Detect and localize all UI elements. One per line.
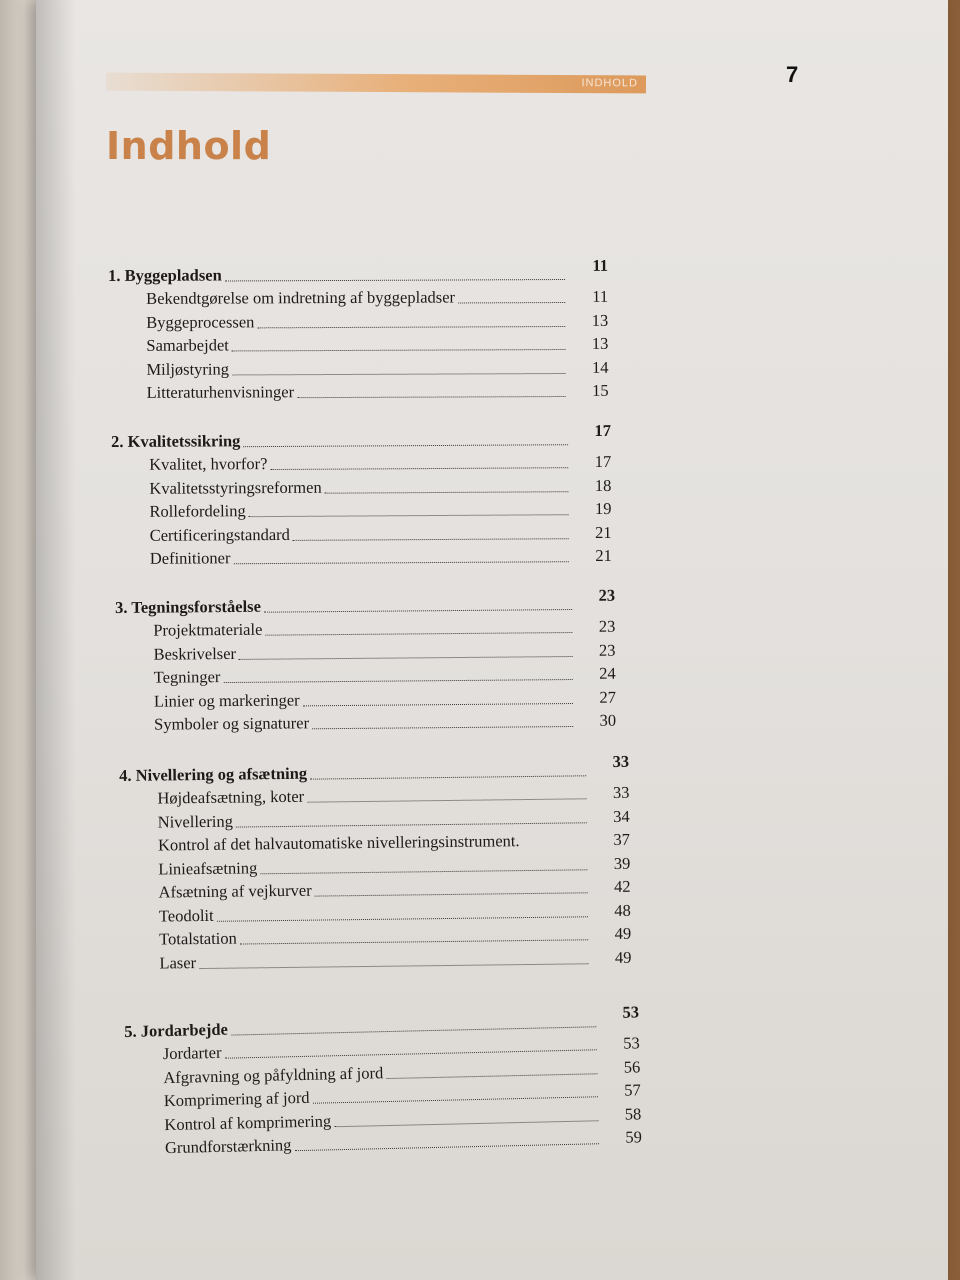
leader-dots: [303, 702, 573, 706]
leader-dots: [293, 537, 569, 541]
entry-page: 34: [613, 806, 630, 826]
entry-title: Kontrol af det halvautomatiske nivelleringsinstrument.: [157, 831, 520, 855]
toc-entry-row: [111, 472, 611, 499]
chapter-title: 4. Nivellering og afsætning: [119, 763, 308, 785]
entry-page: 59: [625, 1127, 643, 1147]
chapter-page: 53: [622, 1001, 640, 1022]
entry-page: 42: [613, 876, 631, 896]
leader-dots: [312, 725, 573, 729]
entry-title: Rollefordeling: [149, 501, 246, 521]
toc-entry-row: [112, 542, 612, 569]
entry-title: Totalstation: [159, 928, 237, 949]
entry-title: Byggeprocessen: [146, 311, 255, 332]
toc-entry-row: [116, 707, 616, 735]
entry-page: 18: [594, 475, 612, 495]
page-title: Indhold: [106, 124, 272, 168]
entry-title: Definitioner: [149, 548, 231, 568]
book-page: [36, 0, 948, 1280]
entry-title: Linieafsætning: [158, 857, 258, 879]
entry-page: 23: [598, 640, 616, 660]
entry-page: 21: [595, 522, 612, 542]
toc-entry-row: [109, 377, 609, 403]
toc-chapter-row: [108, 255, 609, 286]
entry-page: 15: [592, 380, 609, 400]
entry-page: 39: [613, 853, 631, 873]
leader-dots: [260, 868, 587, 874]
leader-dots: [232, 348, 566, 351]
toc-entry-row: [111, 495, 611, 522]
toc-section: [124, 1001, 643, 1159]
leader-dots: [236, 821, 587, 827]
entry-page: 53: [622, 1033, 640, 1053]
entry-page: 30: [599, 710, 617, 730]
leader-dots: [225, 278, 565, 281]
leader-dots: [265, 631, 572, 636]
entry-title: Bekendtgørelse om indretning af byggepladser: [146, 287, 456, 308]
entry-page: 49: [614, 923, 632, 943]
entry-title: Laser: [159, 952, 197, 973]
entry-title: Kontrol af komprimering: [164, 1110, 332, 1134]
leader-dots: [233, 560, 568, 564]
toc-section: [111, 420, 612, 569]
chapter-page: 17: [594, 420, 612, 440]
leader-dots: [217, 915, 588, 922]
toc-entry-row: [108, 307, 608, 333]
entry-title: Litteraturhenvisninger: [146, 382, 295, 402]
entry-page: 17: [594, 451, 612, 472]
entry-title: Symboler og signaturer: [154, 713, 310, 734]
entry-title: Linier og markeringer: [153, 689, 300, 711]
entry-page: 21: [595, 545, 612, 566]
entry-title: Samarbejdet: [146, 335, 229, 355]
leader-dots: [257, 325, 565, 328]
leader-dots: [199, 962, 588, 969]
entry-page: 13: [591, 333, 609, 353]
entry-title: Afgravning og påfyldning af jord: [163, 1062, 384, 1087]
entry-page: 58: [624, 1103, 642, 1124]
running-head-label: INDHOLD: [581, 77, 639, 90]
entry-title: Projektmateriale: [153, 619, 263, 640]
toc-section: [119, 751, 632, 974]
entry-page: 11: [592, 286, 609, 306]
entry-title: Afsætning af vejkurver: [158, 880, 312, 902]
toc-entry-row: [111, 448, 611, 475]
leader-dots: [315, 891, 588, 896]
chapter-title: 2. Kvalitetssikring: [111, 430, 241, 451]
entry-page: 23: [598, 616, 616, 636]
entry-page: 56: [623, 1056, 641, 1077]
toc-entry-row: [121, 944, 631, 974]
entry-page: 49: [614, 947, 632, 967]
entry-title: Beskrivelser: [153, 643, 237, 664]
entry-page: 27: [599, 687, 616, 707]
toc-entry-row: [108, 283, 608, 309]
toc-entry-row: [108, 330, 608, 356]
toc-section: [108, 255, 609, 403]
leader-dots: [325, 490, 569, 493]
chapter-title: 5. Jordarbejde: [124, 1019, 229, 1041]
page-number: 7: [786, 62, 799, 87]
entry-page: 48: [614, 900, 631, 920]
chapter-page: 11: [592, 255, 609, 275]
leader-dots: [243, 443, 568, 447]
entry-page: 33: [612, 782, 630, 802]
chapter-title: 1. Byggepladsen: [108, 265, 222, 285]
entry-title: Nivellering: [157, 811, 233, 832]
toc-chapter-row: [111, 420, 612, 452]
toc-entry-row: [108, 354, 608, 380]
entry-page: 57: [624, 1080, 641, 1100]
entry-page: 37: [613, 829, 631, 849]
leader-dots: [295, 1142, 599, 1151]
entry-title: Miljøstyring: [146, 358, 230, 379]
entry-page: 14: [591, 357, 609, 377]
entry-title: Komprimering af jord: [163, 1087, 310, 1111]
leader-dots: [223, 678, 572, 683]
leader-dots: [458, 301, 565, 303]
leader-dots: [270, 466, 568, 470]
entry-title: Højdeafsætning, koter: [157, 786, 305, 808]
chapter-page: 23: [598, 585, 616, 605]
entry-page: 19: [594, 498, 612, 519]
entry-title: Grundforstærkning: [164, 1135, 292, 1158]
entry-title: Jordarter: [162, 1042, 222, 1064]
entry-title: Tegninger: [153, 667, 221, 687]
entry-title: Kvalitetsstyringsreformen: [149, 477, 322, 498]
leader-dots: [307, 797, 586, 802]
entry-title: Kvalitet, hvorfor?: [149, 454, 268, 474]
entry-title: Teodolit: [158, 905, 214, 926]
leader-dots: [264, 608, 572, 613]
toc-entry-row: [112, 519, 612, 546]
chapter-page: 33: [612, 751, 630, 771]
leader-dots: [310, 774, 586, 779]
entry-page: 13: [591, 310, 609, 330]
leader-dots: [249, 513, 569, 517]
entry-title: Certificeringstandard: [149, 524, 290, 545]
leader-dots: [239, 655, 573, 660]
leader-dots: [240, 938, 588, 944]
leader-dots: [297, 395, 565, 398]
table-of-contents: [36, 0, 948, 1280]
leader-dots: [232, 372, 565, 375]
entry-page: 24: [599, 663, 616, 683]
chapter-title: 3. Tegningsforståelse: [115, 596, 261, 617]
toc-section: [115, 585, 617, 735]
